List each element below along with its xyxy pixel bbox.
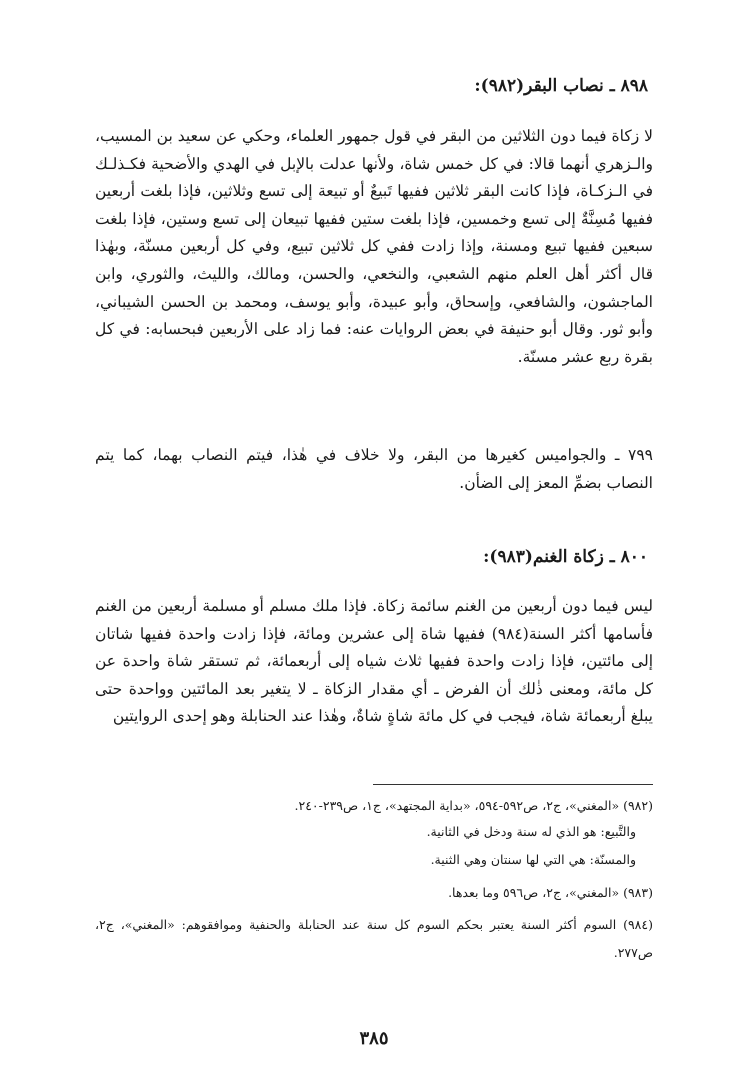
footnote-982: (٩٨٢) «المغني»، ج٢، ص٥٩٢-٥٩٤، «بداية المجتهد»، ج١، ص٢٣٩-٢٤٠. <box>294 798 653 813</box>
paragraph-800: ليس فيما دون أربعين من الغنم سائمة زكاة. فإذا ملك مسلم أو مسلمة أربعين من الغنم فأسامها أكثر السنة(٩٨٤) ففيها شاة إلى عشرين ومائة، فإذا زادت واحدة ففيها شاتان إلى مائتين، فإذا زادت واحدة ففيها ثلاث شياه إلى أربعمائة، ثم تستقر شاة واحدة عن كل مائة، ومعنى ذٰلك أن الفرض ـ أي مقدار الزكاة ـ لا يتغير بعد المائتين وواحدة حتى يبلغ أربعمائة شاة، فيجب في كل مائة شاةٍ شاةٌ، وهٰذا عند الحنابلة وهو إحدى الروايتين <box>95 597 654 726</box>
paragraph-799: ٧٩٩ ـ والجواميس كغيرها من البقر، ولا خلاف في هٰذا، فيتم النصاب بهما، كما يتم النصاب بضمِّ المعز إلى الضأن. <box>95 446 653 492</box>
footnote-983: (٩٨٣) «المغني»، ج٢، ص٥٩٦ وما بعدها. <box>448 885 653 900</box>
paragraph-898: لا زكاة فيما دون الثلاثين من البقر في قول جمهور العلماء، وحكي عن سعيد بن المسيب، والـزهري أنهما قالا: في كل خمس شاة، ولأنها عدلت بالإبل في الهدي والأضحية فكـذلـك في الـزكـاة، فإذا كانت البقر ثلاثين ففيها تَبيعٌ أو تبيعة إلى تسع وثلاثين، فإذا بلغت أربعين ففيها مُسِنَّةٌ إلى تسع وخمسين، فإذا بلغت ستين ففيها تبيعان إلى تسع وستين، فإذا بلغت سبعين ففيها تبيع ومسنة، وإذا زادت ففي كل ثلاثين تبيع، وفي كل أربعين مسنّة، وبهٰذا قال أكثر أهل العلم منهم الشعبي، والنخعي، والحسن، ومالك، والليث، والثوري، وابن الماجشون، والشافعي، وإسحاق، وأبو عبيدة، وأبو يوسف، ومحمد بن الحسن الشيباني، وأبو ثور. وقال أبو حنيفة في بعض الروايات عنه: فما زاد على الأربعين فبحسابه: في كل بقرة ربع عشر مسنّة. <box>95 127 653 366</box>
page-number: ٣٨٥ <box>359 1028 389 1049</box>
footnote-982-tabi: والتَّبيع: هو الذي له سنة ودخل في الثانية. <box>426 824 636 839</box>
footnote-982-musinna: والمسنّة: هي التي لها سنتان وهي الثنية. <box>430 852 636 867</box>
section-heading-898: ٨٩٨ ـ نصاب البقر(٩٨٢): <box>474 76 648 96</box>
section-heading-800: ٨٠٠ ـ زكاة الغنم(٩٨٣): <box>483 547 648 567</box>
footnote-separator <box>373 784 653 785</box>
footnote-984: (٩٨٤) السوم أكثر السنة يعتبر بحكم السوم كل سنة عند الحنابلة والحنفية وموافقوهم: «المغني»، ج٢، ص٢٧٧. <box>95 917 653 960</box>
